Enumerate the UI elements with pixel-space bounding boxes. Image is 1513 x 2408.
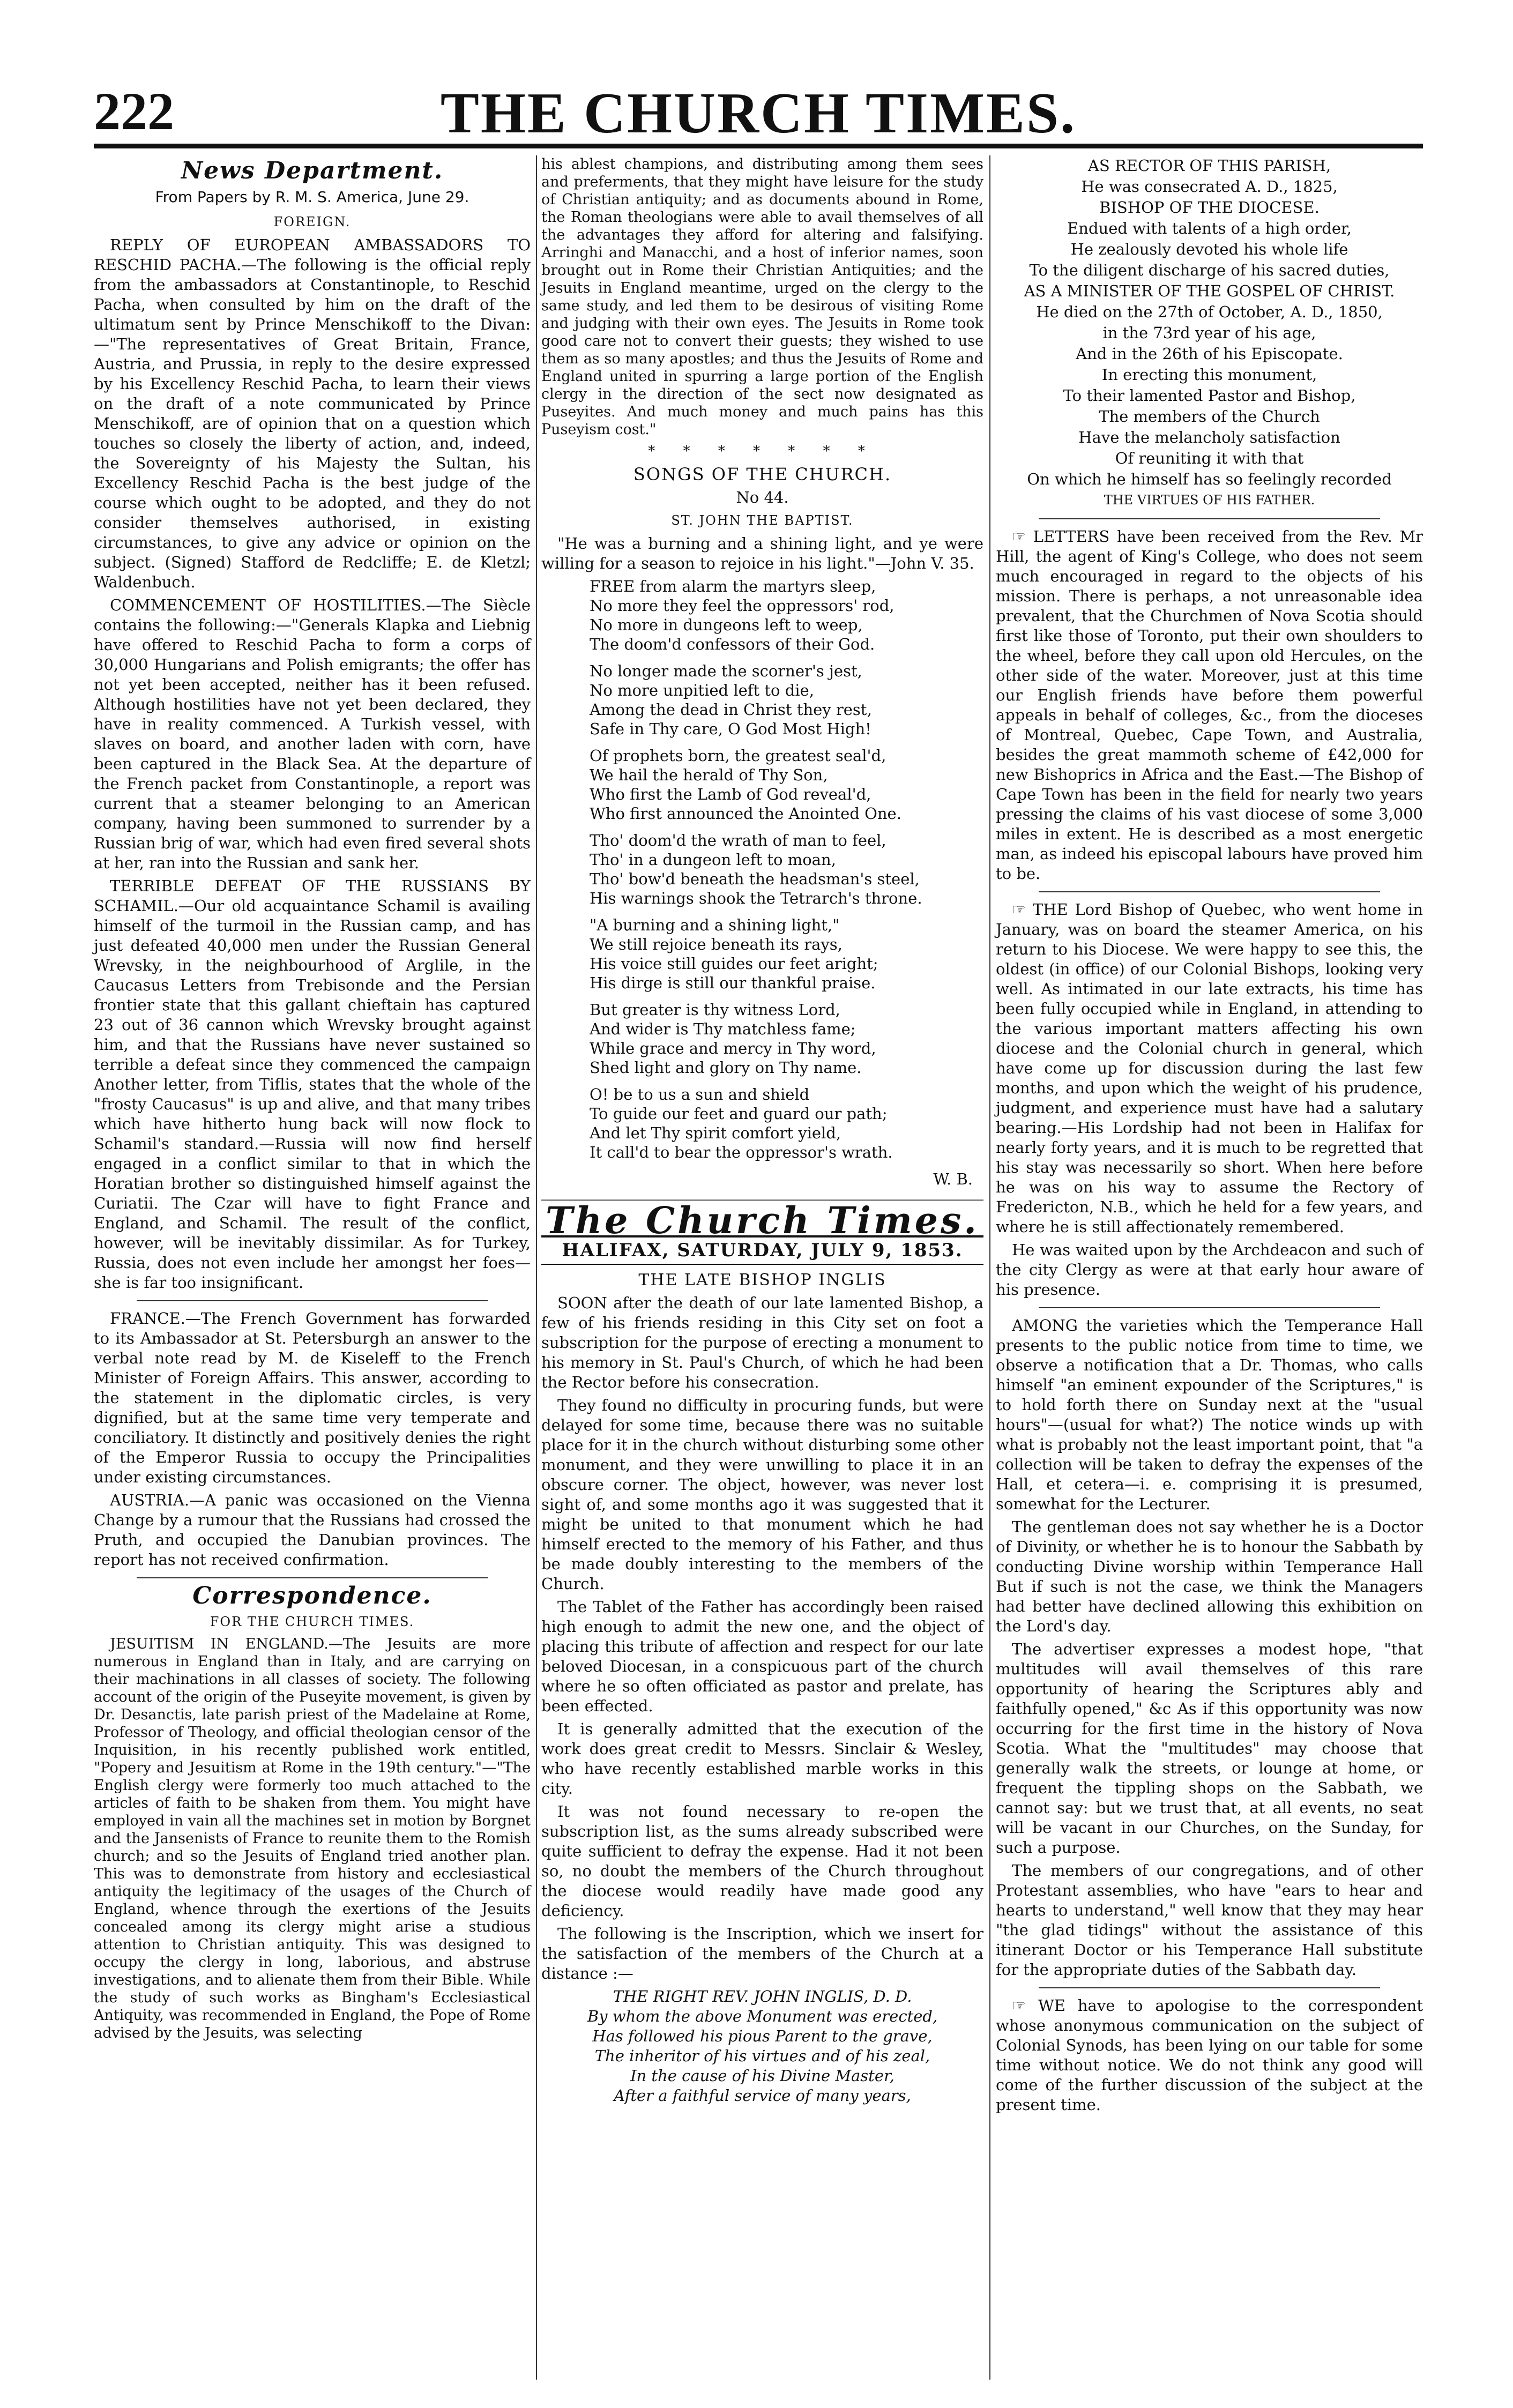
masthead: [94, 80, 1423, 150]
inscription-line: Has followed his pious Parent to the grave,: [592, 2027, 933, 2045]
article-paragraph: He was waited upon by the Archdeacon and such of the city Clergy as were at that early hour aware of his presence.: [996, 1241, 1423, 1299]
article-paragraph: his ablest champions, and distributing among them sees and preferments, that they might have leisure for the study of Christian antiquity; and as documents abound in Rome, the Roman theologians were able to avail themselves of all the advantages they afford for altering and falsifying. Arringhi and Manacchi, and a host of inferior names, soon brought out in Rome their Christian Antiquities; and the Jesuits in England meantime, urged on the clergy to the same study, and led them to be desirous of visiting Rome and judging with their own eyes. The Jesuits in Rome took good care not to convert their guests; they wished to use them as so many apostles; and thus the Jesuits of Rome and England united in spurring a large portion of the English clergy in the direction of the sect now designated as Puseyites. And much money and much pains has this Puseyism cost.": [541, 156, 983, 438]
section-rule: [1039, 518, 1380, 519]
column-1: [94, 155, 531, 2045]
poem-line: Who first announced the Anointed One.: [590, 804, 901, 823]
article-paragraph: AMONG the varieties which the Temperance Hall presents to the public notice from time to time, we observe a notification that a Dr. Thomas, who calls himself "an eminent expounder of the Scriptures," is to hold forth there on Sunday next at the "usual hours"—(usual for what?) The notice winds up with what is probably not the least important point, that "a collection will be taken to defray the expenses of the Hall, et cetera—i. e. comprising it is presumed, somewhat for the Lecturer.: [996, 1316, 1423, 1513]
article-paragraph: The Tablet of the Father has accordingly been raised high enough to admit the new one, and the object of placing this tribute of affection and respect for our late beloved Diocesan, in a conspicuous part of the church where he so often officiated as pastor and prelate, has been effected.: [541, 1598, 983, 1715]
poem-line: We still rejoice beneath its rays,: [590, 935, 843, 953]
poem-line: Among the dead in Christ they rest,: [590, 700, 872, 719]
epitaph-line: AS RECTOR OF THIS PARISH,: [1087, 156, 1331, 175]
column-2: [541, 155, 983, 2109]
ornament-stars: * * * * * * *: [648, 443, 877, 459]
article-paragraph: JESUITISM IN ENGLAND.—The Jesuits are more numerous in England than in Italy, and are carrying on their machinations in all classes of society. The following account of the origin of the Puseyite movement, is given by Dr. Desanctis, late parish priest of the Madelaine at Rome, Professor of Theology, and official theologian censor of the Inquisition, in his recently published work entitled, "Popery and Jesuitism at Rome in the 19th century."—"The English clergy were formerly too much attached to the articles of faith to be shaken from them. You might have employed in vain all the machines set in motion by Borgnet and the Jansenists of France to reunite them to the Romish church; and so the Jesuits of England tried another plan. This was to demonstrate from history and ecclesiastical antiquity the legitimacy of the usages of the Church of England, whence through the exertions of the Jesuits concealed among its clergy might arise a studious attention to Christian antiquity. This was designed to occupy the clergy in long, laborious, and abstruse investigations, and to alienate them from their Bible. While the study of such works as Bingham's Ecclesiastical Antiquity, was recommended in England, the Pope of Rome advised by the Jesuits, was selecting: [94, 1636, 531, 2041]
article-paragraph: ☞ WE have to apologise to the correspondent whose anonymous communication on the subject of Colonial Synods, has been lying on our table for some time without notice. We do not think any good will come of the further discussion of the subject at the present time.: [996, 1996, 1423, 2114]
poem-line: It call'd to bear the oppressor's wrath.: [590, 1143, 893, 1161]
poem-line: Shed light and glory on Thy name.: [590, 1058, 862, 1077]
inscription-line: After a faithful service of many years,: [614, 2086, 911, 2105]
songs-number: No 44.: [736, 488, 789, 506]
epitaph-line: Endued with talents of a high order,: [1067, 219, 1352, 237]
column-divider: [989, 155, 990, 2380]
epitaph-line: He zealously devoted his whole life: [1070, 240, 1348, 258]
article-paragraph: SOON after the death of our late lamented Bishop, a few of his friends residing in this City set on foot a subscription for the purpose of erecting a monument to his memory in St. Paul's Church, of which he had been the Rector before his consecration.: [541, 1294, 983, 1391]
epitaph-line: The members of the Church: [1099, 407, 1320, 426]
inscription-line: By whom the above Monument was erected,: [587, 2007, 938, 2025]
news-source-line: From Papers by R. M. S. America, June 29.: [155, 188, 469, 206]
inscription: [541, 1987, 983, 2106]
poem-line: Safe in Thy care, O God Most High!: [590, 720, 871, 738]
epitaph-line: AS A MINISTER OF THE GOSPEL OF CHRIST.: [1024, 282, 1395, 300]
epitaph-line: On which he himself has so feelingly recorded: [1027, 470, 1392, 488]
poem-line: His dirge is still our thankful praise.: [590, 974, 876, 992]
article-paragraph: AUSTRIA.—A panic was occasioned on the Vienna Change by a rumour that the Russians had crossed the Pruth, and occupied the Danubian provinces. The report has not received confirmation.: [94, 1491, 531, 1569]
correspondence-subheading: FOR THE CHURCH TIMES.: [210, 1614, 415, 1629]
epitaph-line: Of reuniting it with that: [1115, 449, 1304, 467]
article-paragraph: FRANCE.—The French Government has forwarded to its Ambassador at St. Petersburgh an answer to the verbal note read by M. de Kiseleff to the French Minister of Foreign Affairs. This answer, according to the statement in the diplomatic circles, is very dignified, but at the same time very temperate and conciliatory. It distinctly and positively denies the right of the Emperor Russia to occupy the Principalities under existing circumstances.: [94, 1309, 531, 1486]
epitaph-line: In erecting this monument,: [1101, 366, 1317, 384]
poem-line: And let Thy spirit comfort yield,: [590, 1124, 841, 1142]
epitaph-line: in the 73rd year of his age,: [1102, 324, 1316, 342]
poem-line: O! be to us a sun and shield: [590, 1085, 810, 1104]
article-paragraph: TERRIBLE DEFEAT OF THE RUSSIANS BY SCHAMIL.—Our old acquaintance Schamil is availing himself of the turmoil in the Russian camp, and has just defeated 40,000 men under the Russian General Wrevsky, in the neighbourhood of Arglile, in the Caucasus Letters from Trebisonde and the Persian frontier state that this gallant chieftain has captured 23 out of 36 cannon which Wrevsky brought against him, and that the Russians have never sustained so terrible a defeat since they commenced the campaign Another letter, from Tiflis, states that the whole of the "frosty Caucasus" is up and alive, and that many tribes which have hitherto hung back will now flock to Schamil's standard.—Russia will now find herself engaged in a conflict similar to that in which the Horatian brother so distinguished himself against the Curiatii. The Czar will have to fight France and England, and Schamil. The result of the conflict, however, will be inevitably dissimilar. As for Turkey, Russia, does not even include her amongst her foes—she is far too insignificant.: [94, 877, 531, 1292]
section-rule: [137, 1300, 488, 1301]
poem-epigraph: "He was a burning and a shining light, and ye were willing for a season to rejoice in his light."—John V. 35.: [541, 534, 983, 572]
poem-line: No more they feel the oppressors' rod,: [590, 597, 895, 615]
poem-line: Of prophets born, the greatest seal'd,: [590, 747, 886, 765]
epitaph-line: THE VIRTUES OF HIS FATHER.: [1104, 493, 1315, 508]
poem-line: The doom'd confessors of their God.: [590, 635, 875, 653]
poem-stanza: [590, 746, 983, 823]
editorial-flag: The Church Times.: [546, 1199, 979, 1242]
article-heading: THE LATE BISHOP INGLIS: [638, 1271, 886, 1289]
epitaph-line: To their lamented Pastor and Bishop,: [1063, 386, 1356, 405]
article-paragraph: ☞ THE Lord Bishop of Quebec, who went home in January, was on board the steamer America, on his return to his Diocese. We were happy to see this, the oldest (in office) of our Colonial Bishops, looking very well. As intimated in our late extracts, his time has been fully occupied while in England, in attending to the various important matters affecting his own diocese and the Colonial church in general, which have come up for discussion during the last few months, and upon which the weight of his prudence, judgment, and experience must have had a salutary bearing.—His Lordship had not been in Halifax for nearly forty years, and it is much to be regretted that his stay was necessarily so short. When here before he was on his way to assume the Rectory of Fredericton, N.B., which he held for a few years, and where he is still affectionately remembered.: [996, 900, 1423, 1236]
article-paragraph: The members of our congregations, and of other Protestant assemblies, who have "ears to hear and hearts to understand," well know that they may hear "the glad tidings" without the assistance of this itinerant Doctor or his Temperance Hall substitute for the appropriate duties of the Sabbath day.: [996, 1861, 1423, 1979]
inscription-line: In the cause of his Divine Master,: [630, 2067, 895, 2085]
poem-line: We hail the herald of Thy Son,: [590, 766, 828, 784]
poem-stanza: [590, 1085, 983, 1162]
correspondence-heading: Correspondence.: [192, 1582, 432, 1609]
poem-signature: W. B.: [933, 1170, 973, 1188]
poem-line: Who first the Lamb of God reveal'd,: [590, 785, 871, 803]
section-rule: [1039, 1307, 1380, 1308]
epitaph-line: And in the 26th of his Episcopate.: [1076, 345, 1343, 363]
poem-line: His voice still guides our feet aright;: [590, 955, 878, 973]
poem-line: Tho' doom'd the wrath of man to feel,: [590, 831, 886, 849]
column-3: [996, 155, 1423, 2118]
poem-line: Tho' bow'd beneath the headsman's steel,: [590, 870, 920, 888]
poem-line: No longer made the scorner's jest,: [590, 662, 862, 680]
article-paragraph: It was not found necessary to re-open the subscription list, as the sums already subscribed were quite sufficient to defray the expense. Had it not been so, no doubt the members of the Church throughout the diocese would readily have made good any deficiency.: [541, 1802, 983, 1920]
article-paragraph: COMMENCEMENT OF HOSTILITIES.—The Siècle contains the following:—"Generals Klapka and Liebnig have offered to Reschid Pacha to form a corps of 30,000 Hungarians and Polish emigrants; the offer has not yet been accepted, neither has it been refused. Although hostilities have not yet been declared, they have in reality commenced. A Turkish vessel, with slaves on board, and another laden with corn, have been captured in the Black Sea. At the departure of the French packet from Constantinople, a report was current that a steamer belonging to an American company, having been summoned to surrender by a Russian brig of war, which had even fired several shots at her, ran into the Russian and sank her.: [94, 596, 531, 872]
songs-heading: SONGS OF THE CHURCH.: [633, 464, 892, 484]
poem-stanza: [590, 577, 983, 654]
epitaph-line: BISHOP OF THE DIOCESE.: [1099, 198, 1320, 217]
article-paragraph: They found no difficulty in procuring funds, but were delayed for some time, because there was no suitable place for it in the church without disturbing some other monument, and they were unwilling to place it in an obscure corner. The object, however, was never lost sight of, and some months ago it was suggested that it might be united to that monument which he had himself erected to the memory of his Father, and thus be made doubly interesting to the members of the Church.: [541, 1396, 983, 1593]
poem-line: No more unpitied left to die,: [590, 681, 814, 699]
poem-line: Tho' in a dungeon left to moan,: [590, 851, 836, 869]
section-rule: [1039, 1987, 1380, 1988]
poem-line: No more in dungeons left to weep,: [590, 616, 863, 634]
section-rule: [137, 1577, 488, 1578]
poem-stanza: [590, 831, 983, 908]
epitaph-line: Have the melancholy satisfaction: [1078, 428, 1340, 446]
inscription-line: The inheritor of his virtues and of his zeal,: [594, 2047, 930, 2065]
poem-stanza: [590, 915, 983, 993]
songs-subheading: ST. JOHN THE BAPTIST.: [671, 513, 854, 528]
poem-line: To guide our feet and guard our path;: [590, 1105, 888, 1123]
masthead-rule: [94, 144, 1423, 148]
poem-stanza: [590, 661, 983, 739]
inscription-line: THE RIGHT REV. JOHN INGLIS, D. D.: [613, 1987, 912, 2006]
epitaph-line: He was consecrated A. D., 1825,: [1081, 177, 1338, 196]
poem-stanza: [590, 1000, 983, 1077]
poem-line: But greater is thy witness Lord,: [590, 1001, 840, 1019]
poem-line: While grace and mercy in Thy word,: [590, 1039, 876, 1057]
epitaph-line: He died on the 27th of October, A. D., 1850,: [1036, 303, 1383, 321]
page-number: 222: [94, 81, 174, 141]
news-department-heading: News Department.: [181, 157, 444, 184]
foreign-section-heading: FOREIGN.: [273, 214, 351, 229]
article-paragraph: REPLY OF EUROPEAN AMBASSADORS TO RESCHID PACHA.—The following is the official reply from the ambassadors at Constantinople, to Reschid Pacha, when consulted by him on the draft of the ultimatum sent by Prince Menschikoff to the Divan:—"The representatives of Great Britain, France, Austria, and Prussia, in reply to the desire expressed by his Excellency Reschid Pacha, to learn their views on the draft of a note communicated by Prince Menschikoff, are of opinion that on a question which touches so closely the liberty of action, and, indeed, the Sovereignty of his Majesty the Sultan, his Excellency Reschid Pacha is the best judge of the course which ought to be adopted, and they do not consider themselves authorised, in existing circumstances, to give any advice or opinion on the subject. (Signed) Stafford de Redcliffe; E. de Kletzl; Waldenbuch.: [94, 236, 531, 591]
article-paragraph: The gentleman does not say whether he is a Doctor of Divinity, or whether he is to honour the Sabbath by conducting Divine worship within Temperance Hall But if such is not the case, we think the Managers had better have declined allowing this exhibition on the Lord's day.: [996, 1518, 1423, 1635]
dateline: HALIFAX, SATURDAY, JULY 9, 1853.: [541, 1235, 983, 1265]
epitaph: [996, 155, 1423, 511]
epitaph-line: To the diligent discharge of his sacred duties,: [1029, 261, 1390, 279]
article-paragraph: The following is the Inscription, which we insert for the satisfaction of the members of the Church at a distance :—: [541, 1925, 983, 1982]
article-paragraph: ☞ LETTERS have been received from the Rev. Mr Hill, the agent of King's College, who does not seem much encouraged in regard to the objects of his mission. There is perhaps, a not unreasonable idea prevalent, that the Churchmen of Nova Scotia should first like those of Toronto, put their own shoulders to the wheel, before they call upon old Hercules, on the other side of the water. Moreover, just at this time our English friends have before them powerful appeals in behalf of colleges, &c., from the dioceses of Montreal, Quebec, Cape Town, and Australia, besides the great mammoth scheme of £42,000 for new Bishoprics in Africa and the East.—The Bishop of Cape Town has been in the field for nearly two years pressing the claims of his vast diocese of some 3,000 miles in extent. He is described as a most energetic man, as indeed his episcopal labours have proved him to be.: [996, 527, 1423, 883]
column-divider: [536, 155, 537, 2380]
poem-stanzas: [541, 577, 983, 1162]
article-paragraph: It is generally admitted that the execution of the work does great credit to Messrs. Sinclair & Wesley, who have recently established marble works in this city.: [541, 1720, 983, 1798]
poem-line: FREE from alarm the martyrs sleep,: [590, 577, 876, 595]
poem-line: "A burning and a shining light,": [590, 916, 840, 934]
poem-line: His warnings shook the Tetrarch's throne.: [590, 889, 922, 907]
section-rule: [1039, 891, 1380, 892]
article-paragraph: The advertiser expresses a modest hope, "that multitudes will avail themselves of this rare opportunity of hearing the Scriptures ably and faithfully opened," &c As if this opportunity was now occurring for the first time in the history of Nova Scotia. What the "multitudes" may choose that generally walk the streets, or lounge at home, or frequent the tippling shops on the Sabbath, we cannot say: but we trust that, at all events, no seat will be vacant in our Churches, on the Sunday, for such a purpose.: [996, 1640, 1423, 1857]
newspaper-title: THE CHURCH TIMES.: [440, 81, 1077, 145]
poem-line: And wider is Thy matchless fame;: [590, 1020, 856, 1038]
